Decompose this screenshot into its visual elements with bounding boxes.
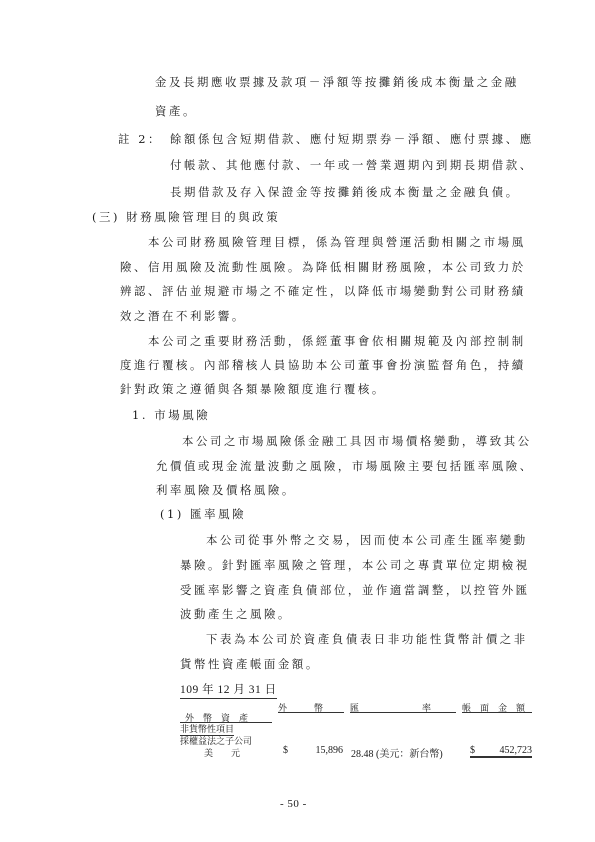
row-rate: 28.48 (美元：新台幣) (351, 749, 443, 760)
header-rule-rate (350, 712, 456, 713)
subsection-subsidiaries: 採權益法之子公司 (180, 737, 253, 747)
section3-para1-line-3: 辨認、評估並規避市場之不確定性，以降低市場變動對公司財務績 (120, 284, 526, 298)
market-risk-line-3: 利率風險及價格風險。 (156, 483, 296, 497)
table-date: 109 年 12 月 31 日 (180, 681, 277, 699)
fx-risk-para1-line-2: 暴險。針對匯率風險之管理，本公司之專責單位定期檢視 (180, 558, 530, 572)
note2-line-1: 餘額係包含短期借款、應付短期票券－淨額、應付票據、應 (170, 132, 534, 146)
row-fx-symbol: $ (283, 745, 288, 756)
row-book-amount: 452,723 (499, 745, 532, 756)
row-book-symbol: $ (470, 745, 475, 756)
section3-heading: (三) 財務風險管理目的與政策 (92, 210, 281, 224)
col-header-exchange-rate: 匯 率 (350, 704, 432, 714)
col-header-book-value: 帳 面 金 額 (462, 704, 526, 714)
note2-line-2: 付帳款、其他應付款、一年或一營業週期內到期長期借款、 (170, 158, 534, 172)
section3-para2-line-3: 針對政策之遵循與各類暴險額度進行覆核。 (120, 382, 386, 396)
section-nonmonetary: 非貨幣性項目 (180, 722, 234, 736)
header-rule-fx (278, 712, 344, 713)
fx-risk-heading: (1) 匯率風險 (160, 507, 247, 521)
fx-risk-para1-line-1: 本公司從事外幣之交易，因而使本公司產生匯率變動 (206, 533, 528, 547)
header-rule-book (462, 712, 532, 713)
note2-label: 註 2： (118, 132, 163, 146)
section3-para2-line-1: 本公司之重要財務活動，係經董事會依相關規範及內部控制制 (148, 334, 526, 348)
note1-line-2: 資產。 (155, 104, 197, 118)
note2-line-3: 長期借款及存入保證金等按攤銷後成本衡量之金融負債。 (170, 185, 520, 199)
market-risk-heading: 1. 市場風險 (132, 408, 211, 422)
col-header-foreign-currency: 外 幣 (278, 704, 324, 714)
page-number: - 50 - (280, 798, 307, 810)
section3-para1-line-1: 本公司財務風險管理目標，係為管理與營運活動相關之市場風 (148, 235, 526, 249)
market-risk-line-2: 允價值或現金流量波動之風險，市場風險主要包括匯率風險、 (156, 459, 534, 473)
col-header-foreign-asset: 外 幣 資 產 (185, 714, 249, 724)
market-risk-line-1: 本公司之市場風險係金融工具因市場價格變動，導致其公 (182, 434, 532, 448)
row-book-value (470, 745, 532, 758)
row-fx-amount: 15,896 (315, 745, 343, 756)
note1-line-1: 金及長期應收票據及款項－淨額等按攤銷後成本衡量之金融 (155, 75, 519, 89)
fx-risk-para2-line-2: 貨幣性資產帳面金額。 (180, 657, 320, 671)
fx-risk-para1-line-3: 受匯率影響之資產負債部位，並作適當調整，以控管外匯 (180, 583, 530, 597)
section3-para2-line-2: 度進行覆核。內部稽核人員協助本公司董事會扮演監督角色，持續 (120, 358, 526, 372)
fx-risk-para1-line-4: 波動產生之風險。 (180, 607, 292, 621)
section3-para1-line-4: 效之潛在不利影響。 (120, 309, 246, 323)
row-currency: 美 元 (204, 749, 241, 759)
fx-risk-para2-line-1: 下表為本公司於資產負債表日非功能性貨幣計價之非 (206, 632, 528, 646)
section3-para1-line-2: 險、信用風險及流動性風險。為降低相關財務風險，本公司致力於 (120, 260, 526, 274)
